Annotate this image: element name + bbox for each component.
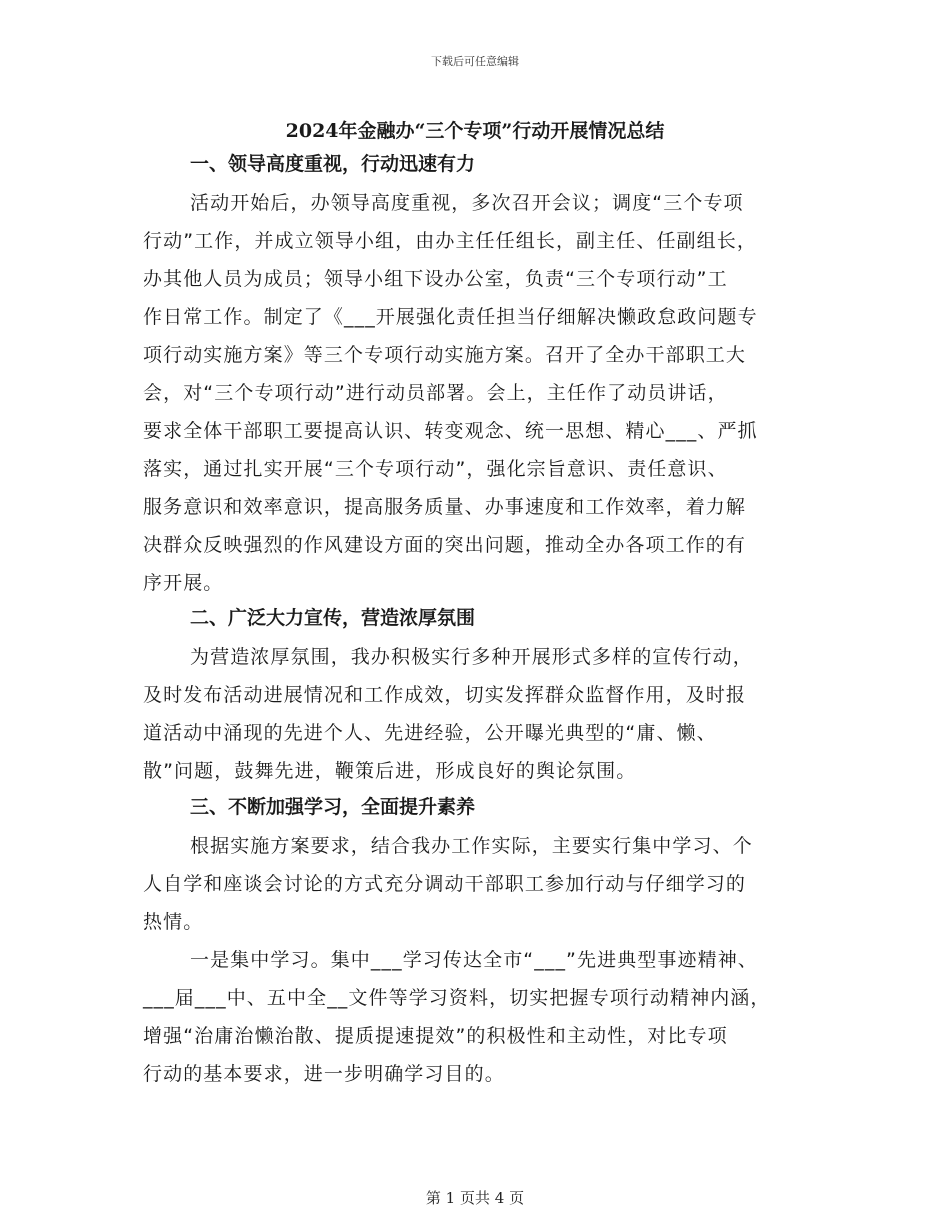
paragraph-line: 为营造浓厚氛围，我办积极实行多种开展形式多样的宣传行动， <box>190 646 753 668</box>
section-heading-3: 三、不断加强学习，全面提升素养 <box>190 796 476 818</box>
paragraph-line: 序开展。 <box>143 572 224 594</box>
paragraph-line: 热情。 <box>143 911 204 933</box>
paragraph-line: 活动开始后，办领导高度重视，多次召开会议；调度“三个专项 <box>190 192 744 214</box>
section-heading-2: 二、广泛大力宣传，营造浓厚氛围 <box>190 607 476 629</box>
paragraph-line: 项行动实施方案》等三个专项行动实施方案。召开了全办干部职工大 <box>143 344 747 366</box>
paragraph-line: 及时发布活动进展情况和工作成效，切实发挥群众监督作用，及时报 <box>143 684 747 706</box>
paragraph-line: 作日常工作。制定了《___开展强化责任担当仔细解决懒政怠政问题专 <box>143 306 758 328</box>
header-note: 下载后可任意编辑 <box>431 55 519 68</box>
document-title: 2024年金融办“三个专项”行动开展情况总结 <box>285 120 665 142</box>
paragraph-line: 人自学和座谈会讨论的方式充分调动干部职工参加行动与仔细学习的 <box>143 873 747 895</box>
paragraph-line: 根据实施方案要求，结合我办工作实际，主要实行集中学习、个 <box>190 835 753 857</box>
paragraph-line: 散”问题，鼓舞先进，鞭策后进，形成良好的舆论氛围。 <box>143 760 637 782</box>
paragraph-line: 增强“治庸治懒治散、提质提速提效”的积极性和主动性，对比专项 <box>143 1025 728 1047</box>
paragraph-line: 要求全体干部职工要提高认识、转变观念、统一思想、精心___、严抓 <box>143 420 758 442</box>
paragraph-line: 落实，通过扎实开展“三个专项行动”，强化宗旨意识、责任意识、 <box>143 458 728 480</box>
paragraph-line: 会，对“三个专项行动”进行动员部署。会上，主任作了动员讲话， <box>143 382 728 404</box>
paragraph-line: 办其他人员为成员；领导小组下设办公室，负责“三个专项行动”工 <box>143 268 728 290</box>
paragraph-line: 服务意识和效率意识，提高服务质量、办事速度和工作效率，着力解 <box>143 496 747 518</box>
page-number-footer: 第 1 页共 4 页 <box>425 1189 525 1207</box>
paragraph-line: 行动的基本要求，进一步明确学习目的。 <box>143 1063 505 1085</box>
paragraph-line: 一是集中学习。集中___学习传达全市“___”先进典型事迹精神、 <box>190 949 758 971</box>
paragraph-line: ___届___中、五中全__文件等学习资料，切实把握专项行动精神内涵， <box>143 987 771 1009</box>
paragraph-line: 行动”工作，并成立领导小组，由办主任任组长，副主任、任副组长， <box>143 230 757 252</box>
section-heading-1: 一、领导高度重视，行动迅速有力 <box>190 153 476 175</box>
paragraph-line: 道活动中涌现的先进个人、先进经验，公开曝光典型的“庸、懒、 <box>143 722 717 744</box>
paragraph-line: 决群众反映强烈的作风建设方面的突出问题，推动全办各项工作的有 <box>143 534 747 556</box>
